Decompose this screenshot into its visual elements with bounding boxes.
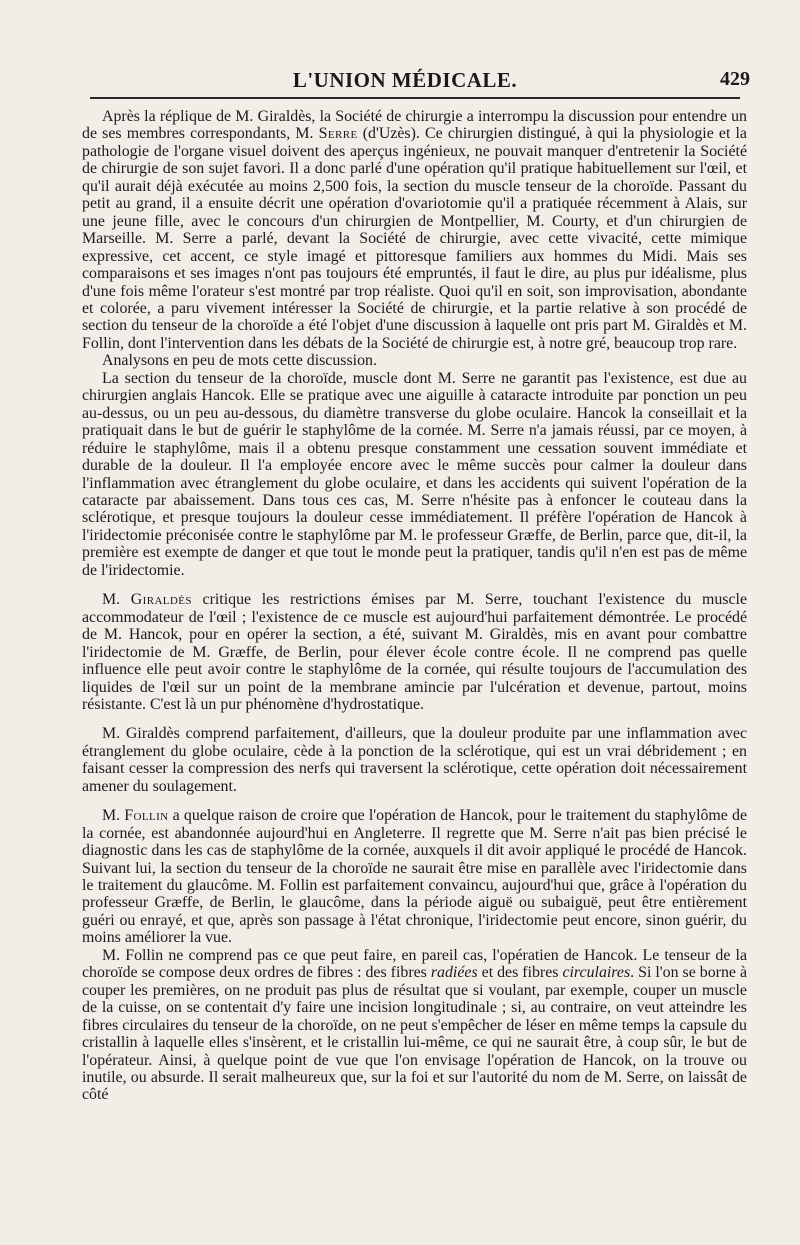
paragraph-text: Analysons en peu de mots cette discussion. <box>102 352 377 370</box>
article-body <box>82 108 747 1104</box>
paragraph-text: critique les restrictions émises par M. Serre, touchant l'existence du muscle accommodateur de l'œil ; l'existence de ce muscle est aujourd'hui parfaitement démontrée. Le procédé de M. Hancok, pour en opérer la section, a été, suivant M. Giraldès, mis en avant pour combattre l'iridectomie de M. Græffe, de Berlin, pour élever école contre école. Il ne comprend pas quelle influence elle peut avoir contre le staphylôme de la cornée, qui résulte toujours de l'accumulation des liquides de l'œil sur un point de la membrane amincie par l'ulcération et devenue, partout, moins résistante. C'est là un pur phénomène d'hydrostatique. <box>82 591 747 713</box>
paragraph <box>82 947 747 1104</box>
running-title: L'UNION MÉDICALE. <box>292 68 518 92</box>
header-rule <box>90 97 740 99</box>
paragraph-text: M. <box>102 591 131 609</box>
name-small-caps: Follin <box>124 807 169 825</box>
paragraph-text: M. Giraldès comprend parfaitement, d'ailleurs, que la douleur produite par une inflammation avec étranglement du globe oculaire, cède à la ponction de la sclérotique, qui est un vrai débridement ; en faisant cesser la compression des nerfs qui traversent la sclérotique, cette opération doit nécessairement amener du soulagement. <box>82 725 747 795</box>
page-header <box>60 60 750 100</box>
paragraph <box>82 370 747 579</box>
italic-term: radiées <box>430 964 478 982</box>
paragraph-text: Après la réplique de M. Giraldès, la Société de chirurgie a interrompu la discussion pour entendre un de ses membres correspondants, M. <box>82 108 747 143</box>
paragraph-text: . Si l'on se borne à couper les premières, on ne produit pas plus de résultat que si voulant, par exemple, couper un muscle de la cuisse, on se contentait d'y faire une incision longitudinale ; si, au contraire, on veut atteindre les fibres circulaires du tenseur de la choroïde, on ne peut s'empêcher de léser en même temps la capsule du cristallin à laquelle elles s'insèrent, et le cristallin lui-même, ce qui ne saurait être, à coup sûr, le but de l'opérateur. Ainsi, à quelque point de vue que l'on envisage l'opération de Hancok, on la trouve ou inutile, ou absurde. Il serait malheureux que, sur la foi et sur l'autorité du nom de M. Serre, on laissât de côté <box>82 964 747 1104</box>
paragraph <box>82 591 747 713</box>
paragraph-text: M. <box>102 807 125 825</box>
name-small-caps: Serre <box>318 125 358 143</box>
paragraph-text: et des fibres <box>477 964 563 982</box>
paragraph <box>82 807 747 947</box>
paragraph <box>82 352 747 369</box>
paragraph-text: a quelque raison de croire que l'opération de Hancok, pour le traitement du staphylôme de la cornée, est abandonnée aujourd'hui en Angleterre. Il regrette que M. Serre n'ait pas bien précisé le diagnostic dans les cas de staphylôme de la cornée, auxquels il dit avoir appliqué le procédé de Hancok. Suivant lui, la section du tenseur de la choroïde ne saurait être mise en parallèle avec l'iridectomie dans le traitement du glaucôme. M. Follin est parfaitement convaincu, aujourd'hui que, grâce à l'opération du professeur Græffe, de Berlin, le glaucôme, dans la période aiguë ou subaiguë, peut être entièrement guéri ou enrayé, et que, après son passage à l'état chronique, l'iridectomie peut encore, sinon guérir, du moins améliorer la vue. <box>82 807 748 947</box>
name-small-caps: Giraldès <box>130 591 192 609</box>
paragraph-text: (d'Uzès). Ce chirurgien distingué, à qui la physiologie et la pathologie de l'organe visuel doivent des aperçus ingénieux, ne pouvait manquer d'entretenir la Société de chirurgie de son sujet favori. Il a donc parlé d'une opération qu'il pratique habituellement sur l'œil, et qu'il aurait déjà exécutée au moins 2,500 fois, la section du muscle tenseur de la choroïde. Passant du petit au grand, il a ensuite décrit une opération d'ovariotomie qu'il a pratiquée récemment à Alais, sur une jeune fille, avec le concours d'un chirurgien de Montpellier, M. Courty, et d'un chirurgien de Marseille. M. Serre a parlé, devant la Société de chirurgie, avec cette vivacité, cette mimique expressive, cet accent, ce style imagé et pittoresque familiers aux hommes du Midi. Mais ses comparaisons et ses images n'ont pas toujours été empruntés, il faut le dire, au plus pur idéalisme, plus d'une fois même l'orateur s'est montré par trop réaliste. Quoi qu'il en soit, son improvisation, abondante et colorée, a paru vivement intéresser la Société de chirurgie, et la partie relative à son procédé de section du tenseur de la choroïde a été l'objet d'une discussion à laquelle ont pris part M. Giraldès et M. Follin, dont l'intervention dans les débats de la Société de chirurgie est, à notre gré, beaucoup trop rare. <box>82 125 747 352</box>
page-number: 429 <box>720 68 750 90</box>
paragraph-text: La section du tenseur de la choroïde, muscle dont M. Serre ne garantit pas l'existence, est due au chirurgien anglais Hancok. Elle se pratique avec une aiguille à cataracte introduite par ponction un peu au-dessus, ou un peu au-dessous, du diamètre transverse du globe oculaire. Hancok la conseillait et la pratiquait dans le but de guérir le staphylôme de la cornée. M. Serre n'a jamais réussi, par ce moyen, à réduire le staphylôme, mais il a obtenu presque constamment une cessation souvent immédiate et durable de la douleur. Il l'a employée encore avec le même succès pour calmer la douleur dans l'inflammation avec étranglement du globe oculaire, et dans les accidents qui suivent l'opération de la cataracte par abaissement. Dans tous ces cas, M. Serre n'hésite pas à enfoncer le couteau dans la sclérotique, et presque toujours la douleur cesse immédiatement. Il préfère l'opération de Hancok à l'iridectomie préconisée contre le staphylôme par M. le professeur Græffe, de Berlin, parce que, dit-il, la première est exempte de danger et que tout le monde peut la pratiquer, tandis qu'il n'en est pas de même de l'iridectomie. <box>82 369 747 579</box>
paragraph <box>82 725 747 795</box>
italic-term: circulaires <box>562 964 631 982</box>
paragraph-text: M. Follin ne comprend pas ce que peut faire, en pareil cas, l'opératien de Hancok. Le tenseur de la choroïde se compose deux ordres de fibres : des fibres <box>82 946 747 982</box>
paragraph <box>82 108 747 352</box>
